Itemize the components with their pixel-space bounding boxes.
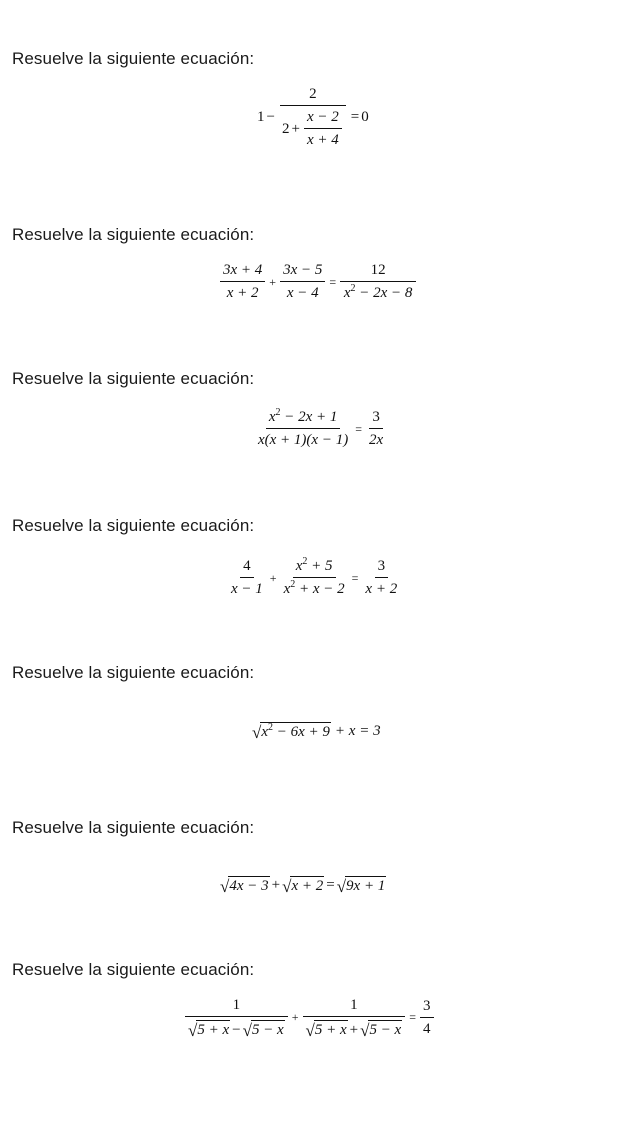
eq4-equals: =: [351, 570, 359, 585]
sqrt-sign-icon: √: [282, 876, 292, 896]
eq5-radicand: [260, 722, 331, 741]
eq3-frac-1: [255, 409, 351, 449]
eq7-num-1: 1: [185, 997, 288, 1017]
eq1-inner-fraction: [304, 109, 342, 149]
eq3-den-1: [255, 429, 351, 449]
eq6-radicand-3: [345, 876, 386, 895]
eq6-equals: =: [326, 876, 335, 893]
eq1-den-two: 2: [281, 120, 290, 137]
eq4-frac-1: [228, 558, 266, 598]
eq5-sqrt: [252, 722, 331, 741]
eq4-den-1-text: x − 1: [231, 581, 263, 597]
eq1-equals: =: [350, 109, 360, 125]
eq2-den-3-rest: − 2x − 8: [355, 285, 413, 301]
eq2-num-2-text: 3x − 5: [283, 262, 323, 278]
eq6-sqrt-2: [282, 876, 324, 895]
eq6-radicand-1: [228, 876, 269, 895]
eq2-frac-2: [280, 262, 325, 302]
eq7-c-text: 5 + x: [314, 1022, 347, 1038]
eq1-inner-den: [304, 129, 342, 149]
eq3-num-1-rest: − 2x + 1: [280, 409, 338, 425]
eq2-plus: +: [269, 274, 277, 289]
eq7-den-2: [303, 1017, 406, 1039]
sqrt-sign-icon: √: [252, 722, 262, 742]
eq4-num-2-rest: + 5: [307, 558, 333, 574]
eq4-den-3-text: x + 2: [365, 581, 398, 597]
eq2-num-2: [280, 262, 325, 282]
eq3-den-1-text: x(x + 1)(x − 1): [258, 432, 349, 448]
eq4-den-1: [228, 578, 266, 598]
eq5-rad-rest: − 6x + 9: [273, 724, 330, 740]
problem-3-prompt: Resuelve la siguiente ecuación:: [12, 369, 255, 388]
eq2-num-3: 12: [340, 262, 416, 282]
eq4-num-2-exp: 2: [302, 556, 308, 567]
eq7-sqrt-a: [188, 1020, 230, 1039]
eq7-num-3: 3: [420, 998, 434, 1018]
eq3-num-2: 3: [369, 409, 383, 429]
eq3-equals: =: [355, 421, 362, 436]
eq4-frac-2: [281, 558, 348, 598]
eq7-rad-d: [368, 1020, 402, 1039]
eq7-rad-c: [314, 1020, 348, 1039]
eq1-minus: −: [266, 109, 275, 125]
eq1-numerator: 2: [280, 86, 346, 106]
eq2-den-3-exp: 2: [350, 283, 356, 294]
eq1-den-plus: +: [291, 120, 300, 137]
eq2-den-3-x: x: [343, 285, 351, 301]
eq2-den-2: [284, 282, 322, 302]
eq7-sqrt-c: [306, 1020, 348, 1039]
eq3-num-1: [266, 409, 341, 429]
problem-6-prompt: Resuelve la siguiente ecuación:: [12, 818, 255, 837]
eq6-r3-text: 9x + 1: [346, 878, 386, 894]
eq1-main-fraction: [279, 86, 347, 149]
eq4-plus: +: [269, 570, 277, 585]
eq7-equals: =: [409, 1010, 416, 1025]
eq7-plus-2: +: [349, 1021, 359, 1038]
eq4-num-2: [293, 558, 336, 578]
equation-5: [252, 722, 381, 741]
eq7-sqrt-d: [360, 1020, 402, 1039]
eq5-rest: + x = 3: [334, 722, 381, 739]
eq1-inner-num-text: x − 2: [306, 109, 339, 125]
sqrt-sign-icon: √: [188, 1020, 198, 1040]
sqrt-sign-icon: √: [336, 876, 347, 896]
eq6-plus: +: [271, 876, 281, 893]
eq7-b-text: 5 − x: [251, 1022, 284, 1038]
equation-1: [257, 86, 369, 149]
problem-7-prompt: Resuelve la siguiente ecuación:: [12, 960, 255, 979]
eq6-sqrt-1: [220, 876, 270, 895]
eq4-den-2-rest: + x − 2: [295, 581, 345, 597]
equation-7: [183, 997, 436, 1039]
eq2-num-1: [220, 262, 265, 282]
eq7-frac-3: [420, 998, 434, 1038]
eq3-num-1-x: x: [268, 409, 276, 425]
eq2-frac-1: [220, 262, 265, 302]
equation-2: [218, 262, 418, 302]
eq2-den-2-text: x − 4: [286, 285, 319, 301]
eq7-rad-a: [196, 1020, 230, 1039]
eq6-sqrt-3: [337, 876, 387, 895]
equation-4: [226, 558, 402, 598]
sqrt-sign-icon: √: [305, 1020, 315, 1040]
eq7-rad-b: [251, 1020, 285, 1039]
eq4-num-3: 3: [375, 558, 389, 578]
eq5-rad-x: x: [261, 724, 269, 740]
eq1-one: 1: [257, 109, 265, 125]
eq4-den-2-exp: 2: [290, 579, 296, 590]
problem-2-prompt: Resuelve la siguiente ecuación:: [12, 225, 255, 244]
equation-6: [220, 876, 386, 895]
eq2-frac-3: [340, 262, 416, 302]
eq6-r1-text: 4x − 3: [229, 878, 269, 894]
eq2-equals: =: [329, 274, 337, 289]
eq2-den-3: [341, 282, 416, 302]
eq1-denominator: [279, 106, 347, 149]
eq7-num-2: 1: [303, 997, 406, 1017]
eq4-den-3: [362, 578, 400, 598]
eq1-rhs: 0: [361, 109, 369, 125]
eq4-frac-3: [362, 558, 400, 598]
eq6-radicand-2: [290, 876, 324, 895]
eq7-a-text: 5 + x: [197, 1022, 230, 1038]
sqrt-sign-icon: √: [242, 1020, 252, 1040]
eq3-frac-2: [366, 409, 386, 449]
eq2-num-1-text: 3x + 4: [223, 262, 263, 278]
eq2-den-1: [224, 282, 262, 302]
eq7-den-1: [185, 1017, 288, 1039]
sqrt-sign-icon: √: [360, 1020, 370, 1040]
eq4-num-2-x: x: [295, 558, 303, 574]
eq7-plus: +: [291, 1010, 299, 1025]
eq4-den-2: [281, 578, 348, 598]
eq4-num-1: 4: [240, 558, 254, 578]
eq1-inner-num: [304, 109, 342, 129]
eq3-den-2: [366, 429, 386, 449]
eq7-d-text: 5 − x: [369, 1022, 402, 1038]
eq2-den-1-text: x + 2: [226, 285, 259, 301]
sqrt-sign-icon: √: [220, 876, 230, 896]
eq3-num-1-exp: 2: [275, 407, 281, 418]
eq7-den-3: 4: [423, 1020, 431, 1037]
eq1-inner-den-text: x + 4: [306, 132, 339, 148]
eq4-den-2-x: x: [283, 581, 291, 597]
eq5-rad-exp: 2: [268, 722, 274, 733]
problem-5-prompt: Resuelve la siguiente ecuación:: [12, 663, 255, 682]
eq7-frac-2: [303, 997, 406, 1039]
eq6-r2-text: x + 2: [291, 878, 324, 894]
eq7-sqrt-b: [243, 1020, 285, 1039]
equation-3: [253, 409, 388, 449]
problem-4-prompt: Resuelve la siguiente ecuación:: [12, 516, 255, 535]
eq3-den-2-text: 2x: [368, 432, 384, 448]
eq7-frac-1: [185, 997, 288, 1039]
problem-1-prompt: Resuelve la siguiente ecuación:: [12, 49, 255, 68]
eq7-minus: −: [232, 1021, 241, 1038]
